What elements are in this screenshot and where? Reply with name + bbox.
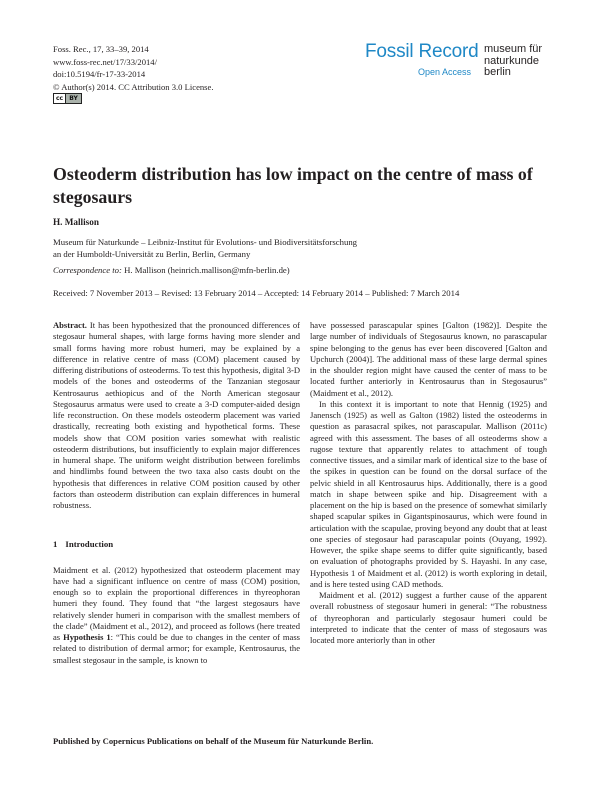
section-title: Introduction xyxy=(65,539,114,550)
citation-doi-line[interactable]: doi:10.5194/fr-17-33-2014 xyxy=(53,69,146,80)
publisher-line-3: berlin xyxy=(484,66,511,78)
correspondence-email[interactable]: H. Mallison (heinrich.mallison@mfn-berlin.de) xyxy=(124,265,290,275)
body-paragraph: Maidment et al. (2012) suggest a further cause of the apparent overall robustness of stegosaur humeri in general: “The robustness of thyreophoran and particularly stegosaur humeri could be interpreted to indicate that the center of mass of stegosaurs was located more anteriorly than in other xyxy=(310,590,547,645)
citation-journal-line: Foss. Rec., 17, 33–39, 2014 xyxy=(53,44,149,54)
abstract-text: It has been hypothesized that the pronounced differences of stegosaur humeral shapes, with large forms having more slender and small forms having more robust humeri, may be explained by a difference in relative centre of mass (COM) placement caused by differing distributions of osteoderms. To test this hypothesis, digital 3-D models of the bones and osteoderms of the Tanzanian stegosaur Kentrosaurus aethiopicus and of the North American stegosaur Stegosaurus armatus were used to create a 3-D computer-aided design life reconstruction. On these models osteoderm placement was varied drastically, recreating both existing and hypothetical forms. These models show that COM position varies somewhat with realistic osteoderm distributions, but insufficiently to explain major differences in humeral shape. The uniform weight distribution between forelimbs and hindlimbs found between the two taxa also casts doubt on the hypothesis that differences in relative COM position caused by other factors than osteoderm distribution can explain differences in humeral robustness. xyxy=(53,320,301,510)
citation-license-line: © Author(s) 2014. CC Attribution 3.0 License. xyxy=(53,81,214,92)
article-author: H. Mallison xyxy=(53,217,99,227)
section-number: 1 xyxy=(53,539,58,550)
citation-block xyxy=(53,43,214,93)
page-footer: Published by Copernicus Publications on behalf of the Museum für Naturkunde Berlin. xyxy=(53,736,374,746)
affiliation-line-1: Museum für Naturkunde – Leibniz-Institut für Evolutions- und Biodiversitätsforschung xyxy=(53,237,358,247)
cc-icon-right: BY xyxy=(66,94,81,103)
body-paragraph: have possessed parascapular spines [Galton (1982)]. Despite the large number of individuals of Stegosaurus known, no parascapular spine belonging to the genus has ever been discovered [Galton and Upchurch (2004)]. The additional mass of these large dermal spines in the shoulder region might have caused the center of mass to be located further anteriorly in Kentrosaurus than in Stegosaurus” (Maidment et al., 2012). xyxy=(310,320,547,398)
publisher-line-2: naturkunde xyxy=(484,54,540,67)
left-column xyxy=(53,320,300,666)
hypothesis-label: Hypothesis 1 xyxy=(63,632,111,642)
article-dates: Received: 7 November 2013 – Revised: 13 February 2014 – Accepted: 14 February 2014 – Published: 7 March 2014 xyxy=(53,288,460,298)
section-heading-introduction xyxy=(53,539,300,550)
intro-text-before: Maidment et al. (2012) hypothesized that osteoderm placement may have had a significant influence on centre of mass (COM) position, enough so to explain the proportional differences in thyreophoran humeri they found. They found that “the largest stegosaurs have relatively slender humeri in comparison with the smallest members of the clade” (Maidment et al., 2012), and proceed as follows (here treated as xyxy=(53,564,300,642)
open-access-label: Open Access xyxy=(418,67,472,77)
publisher-logo xyxy=(484,44,542,79)
publisher-line-1: museum für xyxy=(484,43,543,55)
correspondence xyxy=(53,265,290,275)
author-affiliation xyxy=(53,236,473,261)
correspondence-label: Correspondence to: xyxy=(53,265,122,275)
cc-icon-left: cc xyxy=(54,94,66,103)
journal-logo xyxy=(365,41,479,77)
journal-name: Fossil Record xyxy=(365,41,479,62)
abstract-label: Abstract. xyxy=(53,320,87,330)
abstract-paragraph xyxy=(53,320,300,511)
introduction-paragraph xyxy=(53,565,300,666)
body-paragraph: In this context it is important to note that Hennig (1925) and Janensch (1925) as well as Galton (1982) listed the osteoderms in question as parasacral spikes, not parascapular. Mallison (2011c) agreed with this assessment. The bases of all osteoderms show a rugose texture that apparently relates to attachment of tough connective tissues, and a similar mark of identical size to the base of the spikes in question can be found on the dorsal surface of the pelvic shield in all Kentrosaurus hips. Additionally, there is a good match in shape between spike and hip. Disagreement with a placement on the hip is based on the presence of somewhat similarly shaped scapular spikes in Gigantspinosaurus, which were found in articulation with the scapulae, proving beyond any doubt that at least one species of stegosaur had parascapular points (Ouyang, 1992). However, the spike shape seems to differ quite significantly, based on evaluation of photographs provided by S. Hayashi. In any case, Hypothesis 1 of Maidment et al. (2012) is worth exploring in detail, and is here tested using CAD methods. xyxy=(310,398,547,589)
cc-license-icon[interactable] xyxy=(53,93,82,104)
article-title: Osteoderm distribution has low impact on the centre of mass of stegosaurs xyxy=(53,164,533,207)
affiliation-line-2: an der Humboldt-Universität zu Berlin, Berlin, Germany xyxy=(53,249,251,260)
citation-url-line[interactable]: www.foss-rec.net/17/33/2014/ xyxy=(53,56,157,67)
intro-text-after: : “This could be due to changes in the center of mass related to distribution of dermal armor; for example, Kentrosaurus, the smallest stegosaur in the sample, is known to xyxy=(53,632,300,665)
right-column xyxy=(310,320,547,646)
